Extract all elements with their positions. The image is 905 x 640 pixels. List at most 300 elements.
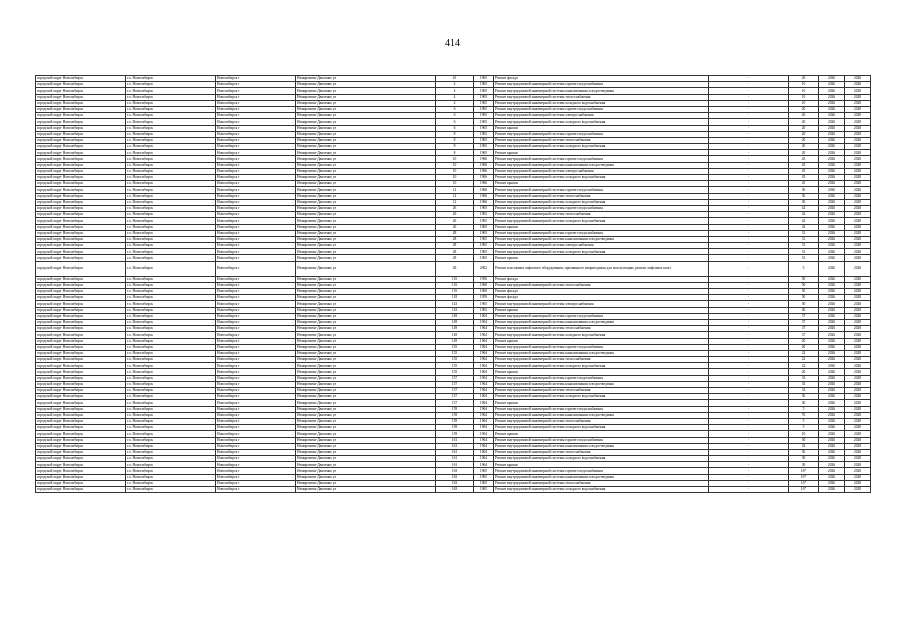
cell-year-to: 2028 — [845, 468, 871, 474]
cell-house: 110 — [436, 276, 474, 282]
cell-city: г.о. Новосибирск — [126, 212, 216, 218]
cell-wear: 20 — [789, 125, 819, 131]
cell-year-to: 2028 — [845, 338, 871, 344]
cell-blank: - — [709, 236, 789, 242]
cell-work-type: Ремонт внутридомовой инженерной системы канализования и водоотведения — [494, 350, 709, 356]
cell-blank: - — [709, 338, 789, 344]
cell-year-built: 1964 — [474, 344, 494, 350]
cell-year-built: 1965 — [474, 468, 494, 474]
cell-wear: 10 — [789, 100, 819, 106]
cell-city: г.о. Новосибирск — [126, 181, 216, 187]
cell-city: г.о. Новосибирск — [126, 249, 216, 255]
cell-blank: - — [709, 218, 789, 224]
cell-work-type: Ремонт крыши — [494, 307, 709, 313]
cell-city: г.о. Новосибирск — [126, 425, 216, 431]
cell-house: 159 — [436, 418, 474, 424]
cell-locality: Новосибирск г — [216, 480, 296, 486]
cell-okrug: городской округ Новосибирск — [36, 88, 126, 94]
cell-street: Немировича-Данченко ул — [296, 295, 436, 301]
cell-year-to: 2028 — [845, 181, 871, 187]
cell-okrug: городской округ Новосибирск — [36, 119, 126, 125]
cell-house: 8 — [436, 137, 474, 143]
cell-wear: 20 — [789, 344, 819, 350]
cell-year-to: 2028 — [845, 307, 871, 313]
cell-locality: Новосибирск г — [216, 187, 296, 193]
cell-okrug: городской округ Новосибирск — [36, 168, 126, 174]
cell-city: г.о. Новосибирск — [126, 418, 216, 424]
cell-okrug: городской округ Новосибирск — [36, 474, 126, 480]
cell-okrug: городской округ Новосибирск — [36, 187, 126, 193]
cell-locality: Новосибирск г — [216, 449, 296, 455]
cell-year-from: 2026 — [819, 326, 845, 332]
cell-house: 155 — [436, 350, 474, 356]
cell-year-to: 2028 — [845, 418, 871, 424]
cell-house: 157 — [436, 388, 474, 394]
cell-house: 28 — [436, 249, 474, 255]
cell-blank: - — [709, 230, 789, 236]
cell-locality: Новосибирск г — [216, 338, 296, 344]
cell-blank: - — [709, 456, 789, 462]
cell-street: Немировича-Данченко ул — [296, 363, 436, 369]
cell-blank: - — [709, 289, 789, 295]
cell-work-type: Ремонт внутридомовой инженерной системы холодного водоснабжения — [494, 456, 709, 462]
cell-street: Немировича-Данченко ул — [296, 199, 436, 205]
cell-house: 28 — [436, 255, 474, 261]
cell-house: 143 — [436, 301, 474, 307]
cell-wear: 30 — [789, 400, 819, 406]
cell-wear: 30 — [789, 193, 819, 199]
cell-wear: 30 — [789, 187, 819, 193]
cell-wear: 31 — [789, 236, 819, 242]
cell-city: г.о. Новосибирск — [126, 162, 216, 168]
cell-year-built: 1964 — [474, 369, 494, 375]
cell-year-built: 1965 — [474, 255, 494, 261]
cell-year-to: 2028 — [845, 193, 871, 199]
cell-year-to: 2028 — [845, 205, 871, 211]
cell-street: Немировича-Данченко ул — [296, 357, 436, 363]
cell-okrug: городской округ Новосибирск — [36, 480, 126, 486]
cell-locality: Новосибирск г — [216, 261, 296, 276]
cell-year-built: 1966 — [474, 168, 494, 174]
cell-blank: - — [709, 431, 789, 437]
cell-locality: Новосибирск г — [216, 468, 296, 474]
cell-year-built: 1966 — [474, 187, 494, 193]
cell-blank: - — [709, 113, 789, 119]
cell-year-to: 2028 — [845, 289, 871, 295]
cell-city: г.о. Новосибирск — [126, 282, 216, 288]
cell-blank: - — [709, 193, 789, 199]
cell-year-built: 1965 — [474, 230, 494, 236]
cell-street: Немировича-Данченко ул — [296, 131, 436, 137]
cell-blank: - — [709, 437, 789, 443]
cell-city: г.о. Новосибирск — [126, 131, 216, 137]
cell-locality: Новосибирск г — [216, 162, 296, 168]
cell-city: г.о. Новосибирск — [126, 394, 216, 400]
cell-city: г.о. Новосибирск — [126, 144, 216, 150]
cell-year-built: 1964 — [474, 431, 494, 437]
cell-work-type: Ремонт внутридомовой инженерной системы горячего водоснабжения — [494, 230, 709, 236]
cell-work-type: Ремонт крыши — [494, 224, 709, 230]
cell-year-from: 2026 — [819, 181, 845, 187]
cell-street: Немировича-Данченко ул — [296, 205, 436, 211]
cell-locality: Новосибирск г — [216, 276, 296, 282]
cell-year-built: 1966 — [474, 181, 494, 187]
cell-wear: 42 — [789, 218, 819, 224]
cell-city: г.о. Новосибирск — [126, 82, 216, 88]
cell-okrug: городской округ Новосибирск — [36, 289, 126, 295]
cell-street: Немировича-Данченко ул — [296, 193, 436, 199]
cell-locality: Новосибирск г — [216, 301, 296, 307]
cell-wear: 37 — [789, 332, 819, 338]
cell-street: Немировича-Данченко ул — [296, 249, 436, 255]
cell-house: 4 — [436, 100, 474, 106]
cell-house: 163 — [436, 474, 474, 480]
cell-blank: - — [709, 326, 789, 332]
cell-wear: 42 — [789, 205, 819, 211]
cell-wear: 37 — [789, 313, 819, 319]
cell-year-built: 1965 — [474, 301, 494, 307]
cell-year-from: 2026 — [819, 332, 845, 338]
cell-wear: 20 — [789, 113, 819, 119]
cell-street: Немировича-Данченко ул — [296, 388, 436, 394]
cell-year-from: 2026 — [819, 125, 845, 131]
cell-blank: - — [709, 212, 789, 218]
cell-year-from: 2026 — [819, 480, 845, 486]
cell-year-to: 2028 — [845, 456, 871, 462]
cell-locality: Новосибирск г — [216, 119, 296, 125]
cell-year-to: 2028 — [845, 255, 871, 261]
cell-okrug: городской округ Новосибирск — [36, 381, 126, 387]
cell-locality: Новосибирск г — [216, 437, 296, 443]
cell-year-from: 2026 — [819, 150, 845, 156]
cell-year-to: 2028 — [845, 295, 871, 301]
cell-wear: 37 — [789, 319, 819, 325]
cell-work-type: Ремонт внутридомовой инженерной системы канализования и водоотведения — [494, 381, 709, 387]
cell-okrug: городской округ Новосибирск — [36, 437, 126, 443]
cell-year-from: 2026 — [819, 474, 845, 480]
cell-city: г.о. Новосибирск — [126, 443, 216, 449]
cell-year-to: 2028 — [845, 344, 871, 350]
cell-okrug: городской округ Новосибирск — [36, 212, 126, 218]
cell-year-to: 2028 — [845, 437, 871, 443]
cell-blank: - — [709, 487, 789, 493]
cell-city: г.о. Новосибирск — [126, 344, 216, 350]
cell-work-type: Ремонт внутридомовой инженерной системы холодного водоснабжения — [494, 218, 709, 224]
cell-year-from: 2026 — [819, 357, 845, 363]
cell-blank: - — [709, 474, 789, 480]
cell-locality: Новосибирск г — [216, 236, 296, 242]
cell-house: 149 — [436, 319, 474, 325]
cell-year-built: 1966 — [474, 156, 494, 162]
cell-wear: 22 — [789, 350, 819, 356]
cell-okrug: городской округ Новосибирск — [36, 100, 126, 106]
cell-street: Немировича-Данченко ул — [296, 350, 436, 356]
cell-street: Немировича-Данченко ул — [296, 137, 436, 143]
cell-year-to: 2028 — [845, 230, 871, 236]
cell-locality: Новосибирск г — [216, 150, 296, 156]
cell-blank: - — [709, 295, 789, 301]
cell-year-from: 2026 — [819, 313, 845, 319]
cell-okrug: городской округ Новосибирск — [36, 94, 126, 100]
cell-blank: - — [709, 381, 789, 387]
cell-house: 28 — [436, 230, 474, 236]
cell-city: г.о. Новосибирск — [126, 243, 216, 249]
cell-year-built: 1960 — [474, 289, 494, 295]
cell-locality: Новосибирск г — [216, 344, 296, 350]
cell-house: 118 — [436, 295, 474, 301]
cell-city: г.о. Новосибирск — [126, 236, 216, 242]
cell-year-to: 2028 — [845, 406, 871, 412]
cell-street: Немировича-Данченко ул — [296, 187, 436, 193]
cell-okrug: городской округ Новосибирск — [36, 205, 126, 211]
cell-work-type: Ремонт внутридомовой инженерной системы холодного водоснабжения — [494, 394, 709, 400]
cell-house: 155 — [436, 344, 474, 350]
cell-blank: - — [709, 261, 789, 276]
cell-house: 143 — [436, 307, 474, 313]
capital-repair-table — [35, 75, 871, 493]
cell-blank: - — [709, 480, 789, 486]
cell-house: 6 — [436, 106, 474, 112]
cell-street: Немировича-Данченко ул — [296, 150, 436, 156]
cell-work-type: Ремонт крыши — [494, 369, 709, 375]
cell-year-from: 2026 — [819, 418, 845, 424]
cell-blank: - — [709, 162, 789, 168]
cell-year-to: 2028 — [845, 137, 871, 143]
cell-city: г.о. Новосибирск — [126, 319, 216, 325]
cell-city: г.о. Новосибирск — [126, 301, 216, 307]
cell-year-built: 1964 — [474, 319, 494, 325]
cell-year-to: 2028 — [845, 261, 871, 276]
cell-work-type: Ремонт внутридомовой инженерной системы горячего водоснабжения — [494, 205, 709, 211]
cell-house: 26 — [436, 205, 474, 211]
cell-wear: 16* — [789, 487, 819, 493]
cell-city: г.о. Новосибирск — [126, 150, 216, 156]
cell-year-built: 1966 — [474, 199, 494, 205]
cell-year-from: 2026 — [819, 388, 845, 394]
cell-house: 10 — [436, 175, 474, 181]
cell-wear: 30 — [789, 456, 819, 462]
cell-locality: Новосибирск г — [216, 168, 296, 174]
cell-street: Немировича-Данченко ул — [296, 162, 436, 168]
cell-work-type: Ремонт внутридомовой инженерной системы теплоснабжения — [494, 137, 709, 143]
cell-year-from: 2026 — [819, 344, 845, 350]
cell-okrug: городской округ Новосибирск — [36, 295, 126, 301]
cell-wear: 5 — [789, 406, 819, 412]
cell-okrug: городской округ Новосибирск — [36, 363, 126, 369]
cell-okrug: городской округ Новосибирск — [36, 175, 126, 181]
cell-okrug: городской округ Новосибирск — [36, 162, 126, 168]
cell-blank: - — [709, 168, 789, 174]
cell-blank: - — [709, 282, 789, 288]
cell-locality: Новосибирск г — [216, 88, 296, 94]
cell-year-built: 1964 — [474, 388, 494, 394]
cell-year-from: 2026 — [819, 319, 845, 325]
cell-street: Немировича-Данченко ул — [296, 230, 436, 236]
cell-city: г.о. Новосибирск — [126, 437, 216, 443]
cell-year-from: 2026 — [819, 381, 845, 387]
cell-street: Немировича-Данченко ул — [296, 319, 436, 325]
cell-work-type: Ремонт крыши — [494, 181, 709, 187]
cell-year-built: 1964 — [474, 313, 494, 319]
cell-year-built: 1965 — [474, 480, 494, 486]
cell-year-from: 2026 — [819, 431, 845, 437]
cell-wear: 30 — [789, 199, 819, 205]
cell-locality: Новосибирск г — [216, 425, 296, 431]
cell-street: Немировича-Данченко ул — [296, 94, 436, 100]
cell-year-built: 1964 — [474, 350, 494, 356]
cell-city: г.о. Новосибирск — [126, 193, 216, 199]
cell-blank: - — [709, 175, 789, 181]
cell-year-from: 2026 — [819, 94, 845, 100]
cell-street: Немировича-Данченко ул — [296, 243, 436, 249]
cell-house: 8 — [436, 131, 474, 137]
cell-year-built: 1964 — [474, 437, 494, 443]
cell-locality: Новосибирск г — [216, 326, 296, 332]
cell-year-from: 2026 — [819, 282, 845, 288]
cell-wear: 32 — [789, 443, 819, 449]
cell-wear: 33 — [789, 375, 819, 381]
cell-blank: - — [709, 406, 789, 412]
cell-work-type: Ремонт внутридомовой инженерной системы теплоснабжения — [494, 449, 709, 455]
cell-locality: Новосибирск г — [216, 76, 296, 82]
cell-year-built: 1965 — [474, 474, 494, 480]
cell-year-from: 2026 — [819, 289, 845, 295]
cell-wear: 5 — [789, 418, 819, 424]
cell-city: г.о. Новосибирск — [126, 474, 216, 480]
cell-street: Немировича-Данченко ул — [296, 381, 436, 387]
cell-year-from: 2026 — [819, 224, 845, 230]
cell-city: г.о. Новосибирск — [126, 137, 216, 143]
cell-wear: 22 — [789, 357, 819, 363]
cell-year-from: 2026 — [819, 456, 845, 462]
cell-locality: Новосибирск г — [216, 199, 296, 205]
cell-work-type: Ремонт фасада — [494, 295, 709, 301]
cell-year-to: 2028 — [845, 243, 871, 249]
cell-year-to: 2028 — [845, 363, 871, 369]
cell-city: г.о. Новосибирск — [126, 456, 216, 462]
cell-blank: - — [709, 344, 789, 350]
cell-house: 10 — [436, 156, 474, 162]
cell-work-type: Ремонт крыши — [494, 255, 709, 261]
cell-house: 28 — [436, 243, 474, 249]
cell-work-type: Ремонт внутридомовой инженерной системы канализования и водоотведения — [494, 443, 709, 449]
cell-blank: - — [709, 199, 789, 205]
cell-house: 12 — [436, 193, 474, 199]
cell-house: 157 — [436, 381, 474, 387]
cell-work-type: Ремонт внутридомовой инженерной системы теплоснабжения — [494, 212, 709, 218]
cell-locality: Новосибирск г — [216, 369, 296, 375]
cell-year-built: 1965 — [474, 243, 494, 249]
cell-year-to: 2028 — [845, 388, 871, 394]
cell-locality: Новосибирск г — [216, 462, 296, 468]
cell-city: г.о. Новосибирск — [126, 119, 216, 125]
cell-year-to: 2028 — [845, 156, 871, 162]
cell-street: Немировича-Данченко ул — [296, 276, 436, 282]
cell-blank: - — [709, 131, 789, 137]
cell-work-type: Ремонт внутридомовой инженерной системы горячего водоснабжения — [494, 344, 709, 350]
cell-year-built: 1964 — [474, 418, 494, 424]
cell-okrug: городской округ Новосибирск — [36, 224, 126, 230]
cell-locality: Новосибирск г — [216, 212, 296, 218]
cell-work-type: Ремонт внутридомовой инженерной системы теплоснабжения — [494, 94, 709, 100]
cell-city: г.о. Новосибирск — [126, 468, 216, 474]
cell-house: 161 — [436, 443, 474, 449]
cell-house: 149 — [436, 338, 474, 344]
cell-year-to: 2028 — [845, 131, 871, 137]
cell-blank: - — [709, 425, 789, 431]
cell-year-to: 2028 — [845, 76, 871, 82]
cell-city: г.о. Новосибирск — [126, 338, 216, 344]
cell-year-from: 2026 — [819, 230, 845, 236]
cell-work-type: Ремонт внутридомовой инженерной системы холодного водоснабжения — [494, 175, 709, 181]
cell-city: г.о. Новосибирск — [126, 431, 216, 437]
cell-okrug: городской округ Новосибирск — [36, 113, 126, 119]
cell-okrug: городской округ Новосибирск — [36, 261, 126, 276]
cell-work-type: Ремонт внутридомовой инженерной системы теплоснабжения — [494, 193, 709, 199]
cell-year-from: 2026 — [819, 243, 845, 249]
cell-wear: 10 — [789, 94, 819, 100]
cell-street: Немировича-Данченко ул — [296, 443, 436, 449]
cell-okrug: городской округ Новосибирск — [36, 319, 126, 325]
cell-locality: Новосибирск г — [216, 487, 296, 493]
cell-locality: Новосибирск г — [216, 350, 296, 356]
cell-locality: Новосибирск г — [216, 249, 296, 255]
cell-street: Немировича-Данченко ул — [296, 418, 436, 424]
cell-wear: 50 — [789, 295, 819, 301]
cell-blank: - — [709, 150, 789, 156]
cell-year-to: 2028 — [845, 350, 871, 356]
cell-blank: - — [709, 388, 789, 394]
cell-year-from: 2026 — [819, 131, 845, 137]
cell-city: г.о. Новосибирск — [126, 125, 216, 131]
cell-okrug: городской округ Новосибирск — [36, 181, 126, 187]
cell-okrug: городской округ Новосибирск — [36, 144, 126, 150]
cell-year-built: 1964 — [474, 456, 494, 462]
cell-year-built: 1965 — [474, 100, 494, 106]
cell-locality: Новосибирск г — [216, 332, 296, 338]
cell-okrug: городской округ Новосибирск — [36, 150, 126, 156]
cell-house: 10 — [436, 162, 474, 168]
cell-house: 159 — [436, 412, 474, 418]
cell-wear: 20 — [789, 106, 819, 112]
cell-year-to: 2028 — [845, 82, 871, 88]
cell-okrug: городской округ Новосибирск — [36, 236, 126, 242]
cell-year-to: 2028 — [845, 487, 871, 493]
cell-locality: Новосибирск г — [216, 137, 296, 143]
cell-locality: Новосибирск г — [216, 255, 296, 261]
cell-year-built: 1964 — [474, 357, 494, 363]
cell-year-built: 1965 — [474, 249, 494, 255]
cell-locality: Новосибирск г — [216, 289, 296, 295]
cell-street: Немировича-Данченко ул — [296, 255, 436, 261]
cell-year-built: 1965 — [474, 307, 494, 313]
cell-street: Немировича-Данченко ул — [296, 76, 436, 82]
cell-wear: 30 — [789, 394, 819, 400]
cell-wear: 45 — [789, 175, 819, 181]
cell-okrug: городской округ Новосибирск — [36, 487, 126, 493]
cell-okrug: городской округ Новосибирск — [36, 125, 126, 131]
cell-year-built: 1964 — [474, 443, 494, 449]
cell-work-type: Ремонт внутридомовой инженерной системы теплоснабжения — [494, 388, 709, 394]
cell-wear: 20 — [789, 119, 819, 125]
cell-year-to: 2028 — [845, 119, 871, 125]
cell-house: 157 — [436, 375, 474, 381]
cell-work-type: Ремонт внутридомовой инженерной системы холодного водоснабжения — [494, 249, 709, 255]
cell-work-type: Ремонт крыши — [494, 431, 709, 437]
cell-year-built: 1964 — [474, 449, 494, 455]
cell-work-type: Ремонт внутридомовой инженерной системы горячего водоснабжения — [494, 187, 709, 193]
cell-street: Немировича-Данченко ул — [296, 218, 436, 224]
